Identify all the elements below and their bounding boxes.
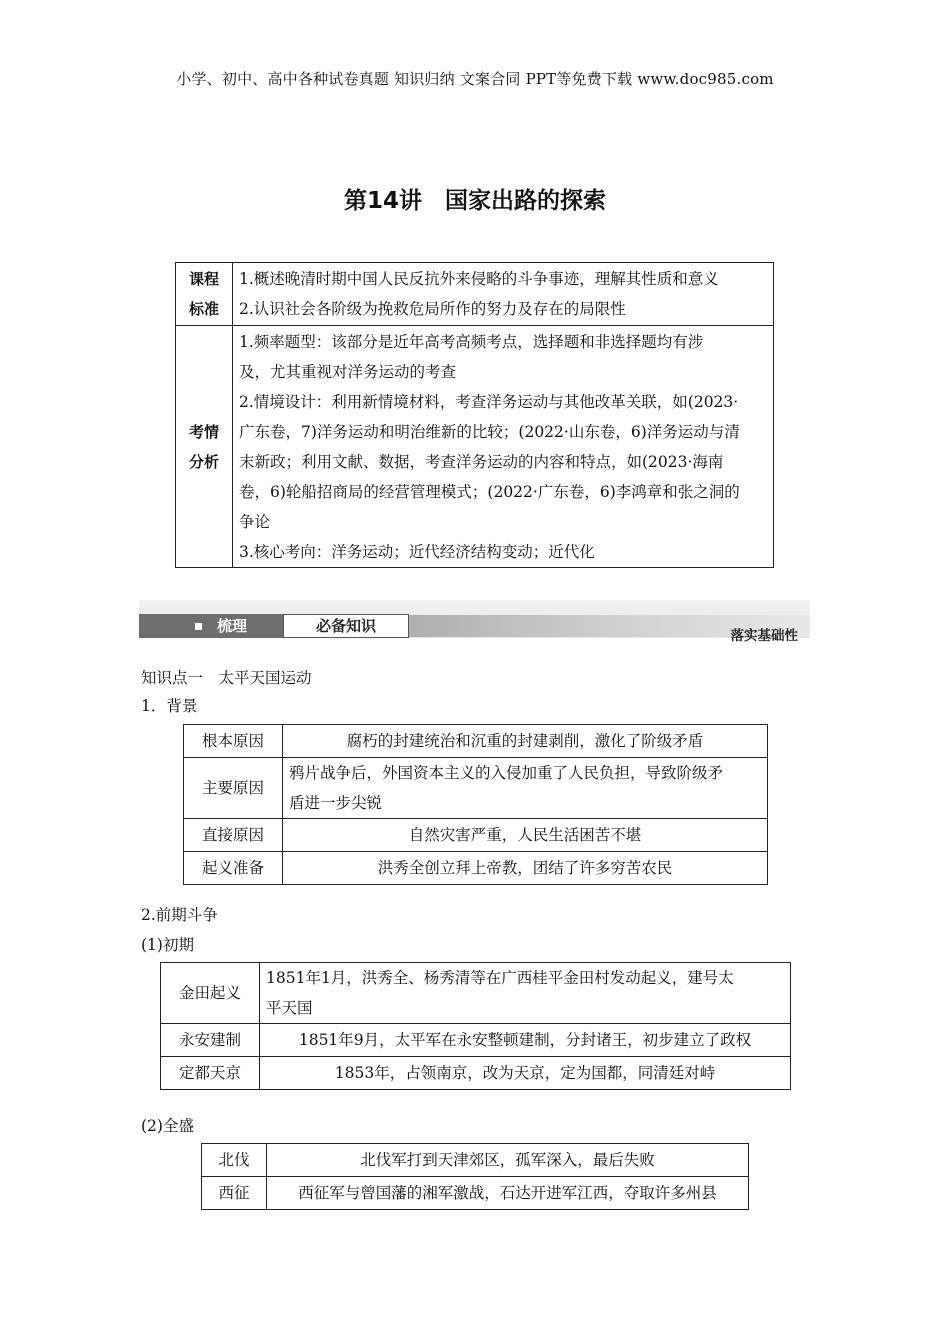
row-label: 西征 [202,1177,267,1210]
banner-light-tag: 必备知识 [283,614,409,638]
row-label: 永安建制 [161,1024,260,1057]
table-row [161,963,791,1024]
page-header: 小学、初中、高中各种试卷真题 知识归纳 文案合同 PPT等免费下载 www.doc985.com [176,70,774,88]
page-title: 第14讲 国家出路的探索 [343,188,606,214]
row-label: 起义准备 [184,852,283,885]
curriculum-table [175,262,774,568]
table-row [184,725,768,758]
row-label: 直接原因 [184,819,283,852]
initial-stage-table [160,962,791,1090]
peak-stage-table [201,1143,749,1210]
row-label: 根本原因 [184,725,283,758]
analysis-content: 1.频率题型：该部分是近年高考高频考点，选择题和非选择题均有涉 及，尤其重视对洋务运动的考查 2.情境设计：利用新情境材料，考查洋务运动与其他改革关联，如(2023· 广东卷，7)洋务运动和明治维新的比较；(2022·山东卷，6)洋务运动与清 末新政；利用文献、数据，考查洋务运动的内容和特点，如(2023·海南 卷，6)轮船招商局的经营管理模式；(2022·广东卷，6)李鸿章和张之洞的 争论 3.核心考向：洋务运动；近代经济结构变动；近代化 [233,326,774,568]
initial-heading: (1)初期 [141,936,194,954]
table-row [184,852,768,885]
table-row [202,1177,749,1210]
table-row [161,1024,791,1057]
row-label: 定都天京 [161,1057,260,1090]
standard-label: 课程 标准 [176,263,233,326]
row-content: 自然灾害严重，人民生活困苦不堪 [283,819,768,852]
table-row [184,758,768,819]
row-content: 西征军与曾国藩的湘军激战，石达开进军江西，夺取许多州县 [267,1177,749,1210]
row-content: 1851年9月，太平军在永安整顿建制，分封诸王，初步建立了政权 [260,1024,791,1057]
row-content: 1851年1月，洪秀全、杨秀清等在广西桂平金田村发动起义，建号太 平天国 [260,963,791,1024]
analysis-label: 考情 分析 [176,326,233,568]
background-heading: 1．背景 [141,697,198,715]
banner-right-tag: 落实基础性 [730,628,798,644]
peak-heading: (2)全盛 [141,1117,194,1135]
section-banner [139,600,810,650]
row-content: 洪秀全创立拜上帝教，团结了许多穷苦农民 [283,852,768,885]
square-bullet-icon [195,623,202,630]
row-content: 腐朽的封建统治和沉重的封建剥削，激化了阶级矛盾 [283,725,768,758]
row-content: 北伐军打到天津郊区，孤军深入，最后失败 [267,1144,749,1177]
curriculum-analysis-row [176,326,774,568]
table-row [202,1144,749,1177]
row-label: 北伐 [202,1144,267,1177]
curriculum-standard-row [176,263,774,326]
row-content: 鸦片战争后，外国资本主义的入侵加重了人民负担，导致阶级矛 盾进一步尖锐 [283,758,768,819]
row-content: 1853年，占领南京，改为天京，定为国都，同清廷对峙 [260,1057,791,1090]
banner-dark-tag: 梳理 [139,614,283,638]
standard-content: 1.概述晚清时期中国人民反抗外来侵略的斗争事迹，理解其性质和意义 2.认识社会各阶级为挽救危局所作的努力及存在的局限性 [233,263,774,326]
background-table [183,724,768,885]
row-label: 主要原因 [184,758,283,819]
knowledge-point-heading: 知识点一 太平天国运动 [141,669,312,687]
table-row [161,1057,791,1090]
row-label: 金田起义 [161,963,260,1024]
early-struggle-heading: 2.前期斗争 [141,906,218,924]
table-row [184,819,768,852]
